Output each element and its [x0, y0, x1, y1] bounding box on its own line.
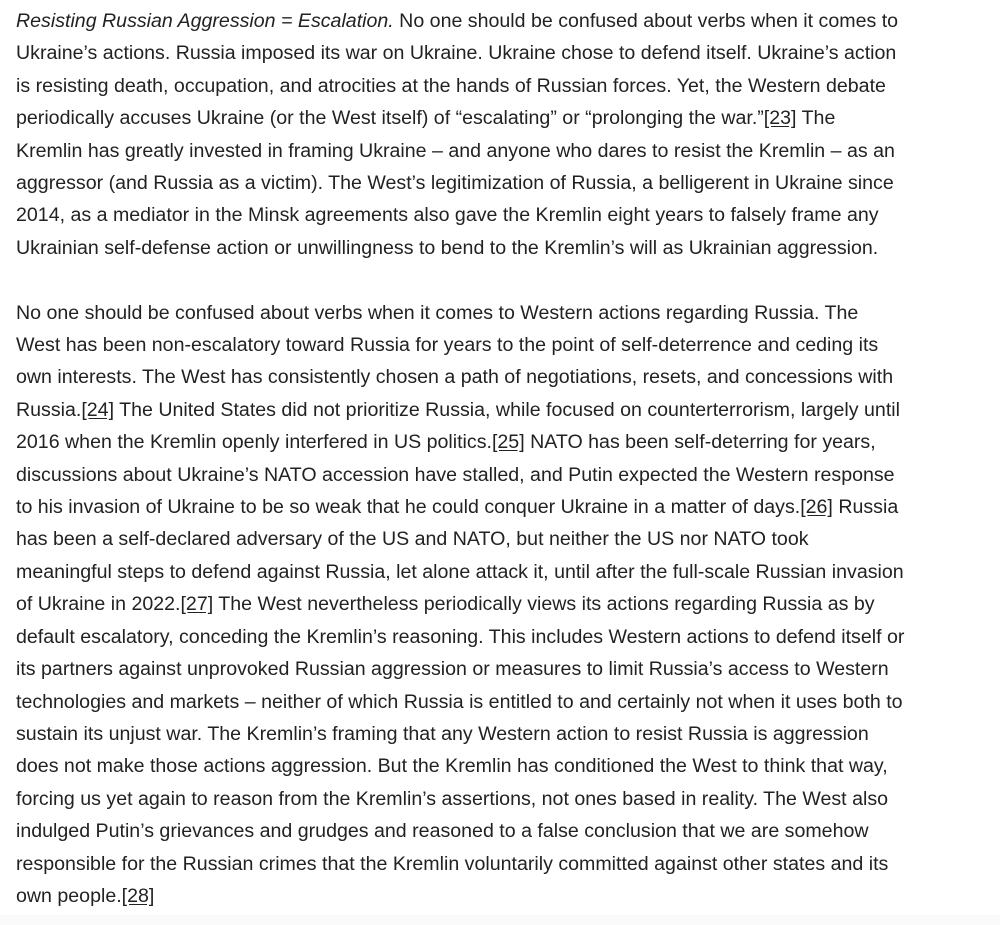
text-run: Russia	[832, 496, 899, 519]
text-run: No one should be confused about verbs when it comes to	[393, 10, 899, 32]
text-line	[16, 394, 982, 426]
text-run: of Ukraine in 2022.	[16, 593, 181, 616]
text-line	[16, 880, 982, 912]
text-line: No one should be confused about verbs when it comes to Western actions regarding Russia. The	[16, 301, 859, 324]
text-line: does not make those actions aggression. But the Kremlin has conditioned the West to think that way,	[16, 755, 888, 778]
text-line: default escalatory, conceding the Kremlin’s reasoning. This includes Western actions to defend itself or	[16, 625, 905, 648]
text-line: technologies and markets – neither of which Russia is entitled to and certainly not when it uses both to	[16, 690, 903, 713]
text-line: own interests. The West has consistently chosen a path of negotiations, resets, and concessions with	[16, 366, 894, 389]
text-line: Kremlin has greatly invested in framing Ukraine – and anyone who dares to resist the Kremlin – as an	[16, 139, 895, 162]
text-line	[16, 588, 982, 620]
text-run: The	[796, 107, 836, 130]
footnote-link-28[interactable]: [28]	[121, 884, 155, 907]
text-run: 2016 when the Kremlin openly interfered in US politics.	[16, 431, 492, 454]
text-line: forcing us yet again to reason from the Kremlin’s assertions, not ones based in reality. The West also	[16, 787, 889, 810]
text-line	[16, 491, 982, 523]
paragraph-heading: Resisting Russian Aggression = Escalation.	[16, 10, 394, 32]
article-body	[16, 5, 982, 912]
text-run: periodically accuses Ukraine (or the West itself) of “escalating” or “prolonging the war.”	[16, 107, 764, 130]
text-line: West has been non-escalatory toward Russia for years to the point of self-deterrence and ceding its	[16, 334, 879, 357]
text-run: to his invasion of Ukraine to be so weak that he could conquer Ukraine in a matter of days.	[16, 496, 801, 519]
text-line: responsible for the Russian crimes that the Kremlin voluntarily committed against other states and its	[16, 852, 889, 875]
text-line: has been a self-declared adversary of the US and NATO, but neither the US nor NATO took	[16, 528, 809, 551]
text-line	[16, 426, 982, 458]
text-line: is resisting death, occupation, and atrocities at the hands of Russian forces. Yet, the Western debate	[16, 74, 886, 97]
text-line: Ukrainian self-defense action or unwillingness to bend to the Kremlin’s will as Ukrainian aggression.	[16, 236, 879, 259]
text-line	[16, 5, 982, 37]
text-line	[16, 102, 982, 134]
text-run: Russia.	[16, 398, 82, 421]
text-line: indulged Putin’s grievances and grudges and reasoned to a false conclusion that we are somehow	[16, 820, 869, 843]
paragraph-escalation	[16, 5, 982, 264]
text-line: its partners against unprovoked Russian aggression or measures to limit Russia’s access to Western	[16, 658, 889, 681]
text-line: sustain its unjust war. The Kremlin’s framing that any Western action to resist Russia is aggression	[16, 722, 869, 745]
footnote-link-25[interactable]: [25]	[491, 431, 525, 454]
text-line: aggressor (and Russia as a victim). The West’s legitimization of Russia, a belligerent in Ukraine since	[16, 172, 894, 195]
text-line: 2014, as a mediator in the Minsk agreements also gave the Kremlin eight years to falsely frame any	[16, 204, 879, 227]
paragraph-western-actions	[16, 297, 982, 913]
footnote-link-26[interactable]: [26]	[800, 496, 833, 519]
text-line: meaningful steps to defend against Russia, let alone attack it, until after the full-scale Russian invasion	[16, 560, 904, 583]
text-run: The United States did not prioritize Russia, while focused on counterterrorism, largely until	[114, 398, 900, 421]
text-run: own people.	[16, 884, 122, 907]
footnote-link-23[interactable]: [23]	[763, 107, 797, 130]
text-run: The West nevertheless periodically views its actions regarding Russia as by	[213, 593, 875, 616]
text-line: Ukraine’s actions. Russia imposed its war on Ukraine. Ukraine chose to defend itself. Ukraine’s action	[16, 42, 897, 65]
footnote-link-27[interactable]: [27]	[180, 593, 214, 616]
text-run: NATO has been self-deterring for years,	[524, 431, 876, 454]
text-line: discussions about Ukraine’s NATO accession have stalled, and Putin expected the Western response	[16, 463, 895, 486]
footnote-link-24[interactable]: [24]	[81, 398, 115, 421]
page-bottom-strip	[0, 915, 1000, 925]
